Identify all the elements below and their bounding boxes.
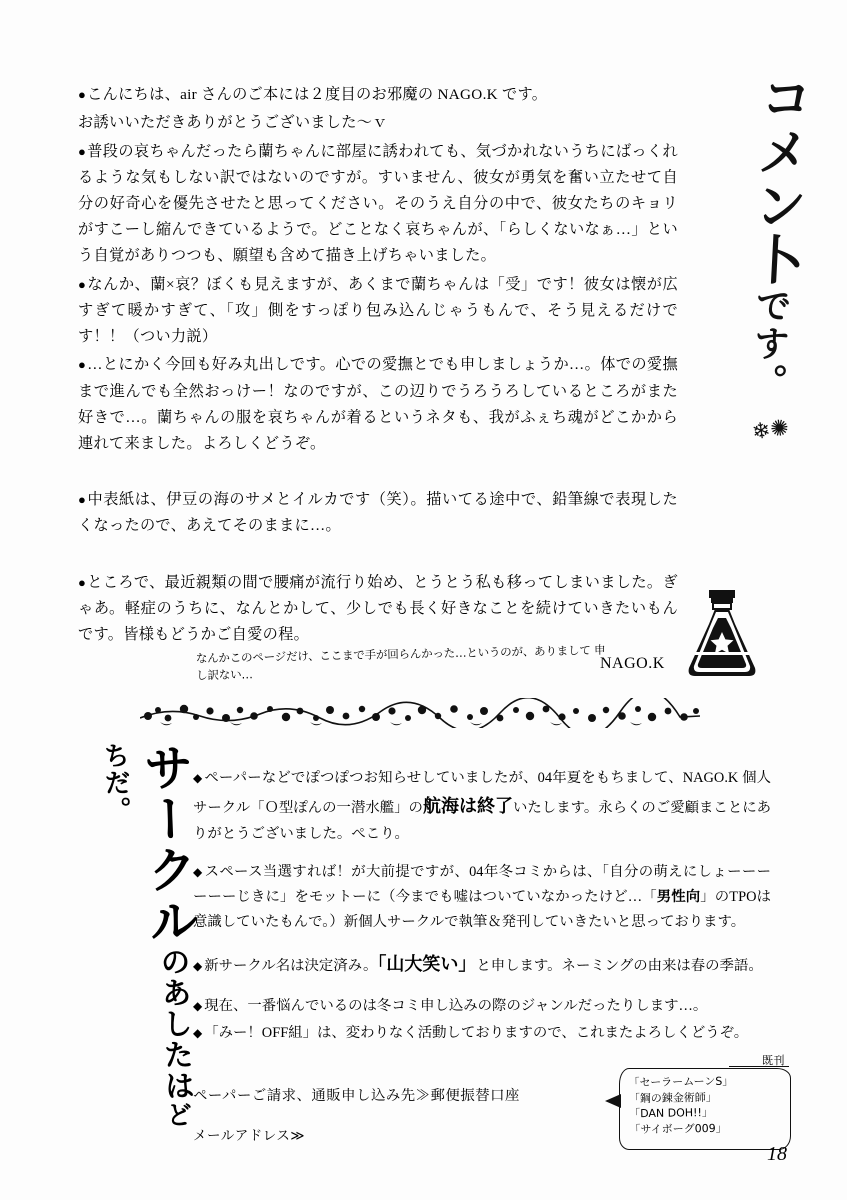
- comment-paragraph: ● 中表紙は、伊豆の海のサメとイルカです（笑）。描いてる途中で、鉛筆線で表現したくなったので、あえてそのままに…。: [78, 487, 678, 539]
- published-works-bubble: [619, 1054, 791, 1150]
- mail-address-contact: メールアドレス≫: [193, 1128, 305, 1144]
- page-number: 18: [767, 1143, 787, 1165]
- notice-item: ◆ スペース当選すれば！が大前提ですが、04年冬コミからは、「自分の萌えにしょーーーーーーじきに」をモットーに（今までも嘘はついていなかったけど…「男性向」のTPOは意識していたもんで。）新個人サークルで執筆＆発刊していきたいと思っております。: [193, 860, 771, 934]
- author-signature: NAGO.K: [600, 655, 665, 672]
- paragraph-spacer: [78, 473, 678, 487]
- bullet-icon: [78, 86, 87, 103]
- bubble-line: 「セーラームーンS」: [628, 1074, 734, 1090]
- bubble-line: 「サイボーグ009」: [629, 1121, 727, 1137]
- comment-paragraph: ● 普段の哀ちゃんだったら蘭ちゃんに部屋に誘われても、気づかれないうちにばっくれるような気もしない訳ではないのですが。すいません、彼女が勇気を奮い立たせて自分の好奇心を優先させたと思ってください。そのうえ自分の中で、彼女たちのキョリがすこーし縮んできているようで。どことなく哀ちゃんが、「らしくないなぁ…」という自覚がありつつも、願望も含めて描き上げちゃいました。: [78, 139, 678, 270]
- comment-paragraph: ● …とにかく今回も好み丸出しです。心での愛撫とでも申しましょうか…。体での愛撫まで進んでも全然おっけー！なのですが、この辺りでうろうろしているところがまた好きで…。蘭ちゃんの服を哀ちゃんが着るというネタも、我がふぇち魂がどこかから連れて来ました。よろしくどうぞ。: [78, 352, 678, 457]
- comment-paragraph: ● なんか、蘭×哀？ぼくも見えますが、あくまで蘭ちゃんは「受」です！彼女は懐が広すぎて暖かすぎて、「攻」側をすっぽり包み込んじゃうもんで、そう見えるだけです！！（つい力説）: [78, 272, 678, 350]
- notice-item: ◆ 新サークル名は決定済み。「山大笑い」と申します。ネーミングの由来は春の季語。: [193, 949, 771, 980]
- circle-brush-title: [69, 742, 203, 1152]
- comment-body: [78, 82, 678, 651]
- bullet-icon: [78, 143, 87, 160]
- bubble-line: 「鋼の錬金術師」: [628, 1090, 717, 1105]
- diamond-bullet-icon: [193, 770, 204, 786]
- diamond-bullet-icon: [193, 1025, 204, 1041]
- floral-divider-icon: [140, 698, 700, 728]
- bullet-icon: [78, 574, 87, 591]
- bubble-label: 既刊: [762, 1054, 785, 1067]
- bullet-icon: [78, 276, 87, 293]
- comment-paragraph: お誘いいただきありがとうございました〜ｖ: [78, 114, 388, 132]
- comment-brush-title-tail: です。: [745, 286, 793, 402]
- circle-brush-title-tail: どちだ。: [98, 742, 193, 1128]
- bubble-tail-icon: [605, 1094, 621, 1108]
- bubble-line: 「DAN DOH!!」: [629, 1106, 713, 1121]
- circle-brush-title-main: サークル: [134, 742, 201, 947]
- handwritten-note: なんかこのページだけ、ここまで手が回らんかった…というのが、ありまして 申し訳ない…: [195, 642, 606, 683]
- comment-brush-title: [670, 69, 813, 432]
- diamond-bullet-icon: [193, 958, 204, 974]
- notice-item: ◆ ペーパーなどでぽつぽつお知らせしていましたが、04年夏をもちまして、NAGO.K 個人サークル「Ｏ型ぽんの一潜水艦」の航海は終了いたします。永らくのご愛顧まことにありがとうございました。ぺこり。: [193, 766, 771, 846]
- diamond-bullet-icon: [193, 998, 204, 1014]
- paper-request-contact: ペーパーご請求、通販申し込み先≫郵便振替口座: [193, 1088, 520, 1104]
- paragraph-spacer: [78, 556, 678, 570]
- comment-brush-title-main: コメン卜: [741, 70, 813, 288]
- comment-paragraph: ● こんにちは、air さんのご本には２度目のお邪魔の NAGO.K です。: [78, 82, 678, 108]
- circle-brush-title-mid: のあしたは: [153, 946, 195, 1101]
- notice-item: ◆ 「みー！OFF組」は、変わりなく活動しておりますので、これまたよろしくどうぞ。: [193, 1021, 771, 1046]
- paragraph-spacer: [78, 459, 678, 473]
- diamond-bullet-icon: [193, 864, 205, 880]
- notice-body: [193, 766, 771, 1045]
- bubble-text: [628, 1073, 783, 1138]
- comment-paragraph: ● ところで、最近親類の間で腰痛が流行り始め、とうとう私も移ってしまいました。ぎゃあ。軽症のうちに、なんとかして、少しでも長く好きなことを続けていきたいもんです。皆様もどうかご自愛の程。: [78, 570, 678, 648]
- brush-flourish-icon: ❄✺: [750, 415, 791, 446]
- bullet-icon: [78, 356, 87, 373]
- paragraph-spacer: [78, 542, 678, 556]
- notice-item: ◆ 現在、一番悩んでいるのは冬コミ申し込みの際のジャンルだったりします…。: [193, 994, 771, 1019]
- ink-bottle-icon: [679, 588, 765, 680]
